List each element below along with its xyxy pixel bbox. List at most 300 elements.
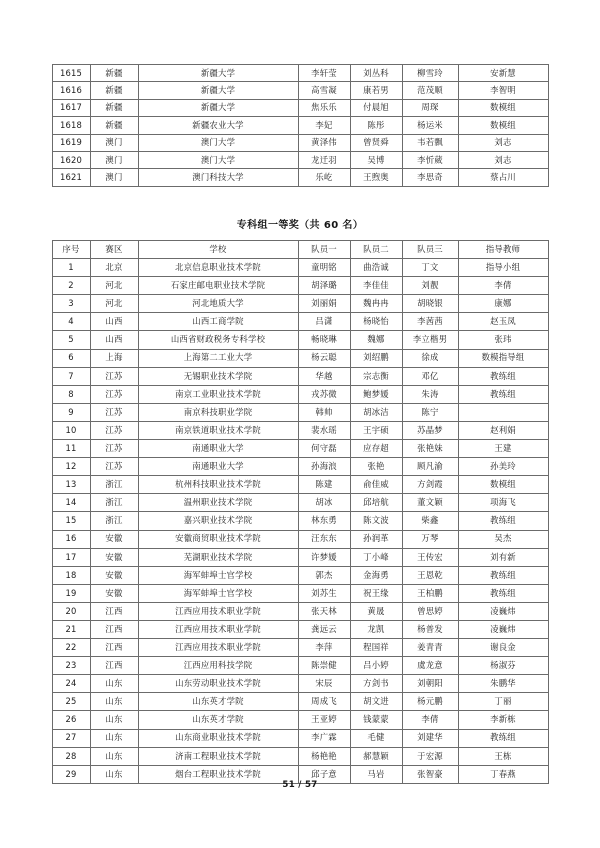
award-table <box>52 240 549 784</box>
cell-zone: 澳门 <box>90 134 138 151</box>
cell-school: 上海第二工业大学 <box>138 349 298 367</box>
header-member-1: 队员一 <box>298 241 350 259</box>
cell-member-1: 胡冰 <box>298 494 350 512</box>
cell-member-1: 陈崇健 <box>298 657 350 675</box>
cell-seq: 9 <box>52 403 90 421</box>
cell-school: 海军蚌埠士官学校 <box>138 584 298 602</box>
cell-coach: 凌巍炜 <box>458 602 548 620</box>
cell-school: 海军蚌埠士官学校 <box>138 566 298 584</box>
cell-seq: 17 <box>52 548 90 566</box>
cell-seq: 18 <box>52 566 90 584</box>
cell-member-1: 陈建 <box>298 476 350 494</box>
cell-member-2: 郝慧颖 <box>350 747 402 765</box>
table-row <box>52 421 548 439</box>
cell-member-2: 邱培航 <box>350 494 402 512</box>
cell-seq: 14 <box>52 494 90 512</box>
cell-school: 山西工商学院 <box>138 313 298 331</box>
cell-seq: 22 <box>52 639 90 657</box>
cell-coach: 刘志 <box>458 151 548 168</box>
cell-seq: 25 <box>52 693 90 711</box>
cell-seq: 16 <box>52 530 90 548</box>
cell-member-3: 李茜茜 <box>402 313 458 331</box>
award-table-body <box>52 259 548 784</box>
cell-seq: 28 <box>52 747 90 765</box>
cell-member-1: 黄泽伟 <box>298 134 350 151</box>
table-row <box>52 385 548 403</box>
cell-seq: 27 <box>52 729 90 747</box>
table-row <box>52 349 548 367</box>
cell-seq: 23 <box>52 657 90 675</box>
cell-member-2: 胡文进 <box>350 693 402 711</box>
cell-seq: 5 <box>52 331 90 349</box>
cell-zone: 山东 <box>90 765 138 783</box>
cell-seq: 7 <box>52 367 90 385</box>
cell-member-1: 孙海浪 <box>298 458 350 476</box>
cell-zone: 山东 <box>90 711 138 729</box>
cell-school: 江西应用技术职业学院 <box>138 639 298 657</box>
table-row <box>52 313 548 331</box>
cell-member-2: 刘绍鹏 <box>350 349 402 367</box>
table-row <box>52 711 548 729</box>
cell-coach: 朱鹏华 <box>458 675 548 693</box>
cell-member-3: 杨元鹏 <box>402 693 458 711</box>
table-row <box>52 367 548 385</box>
table-row <box>52 169 548 186</box>
cell-member-1: 裴水瑶 <box>298 421 350 439</box>
cell-school: 济南工程职业技术学院 <box>138 747 298 765</box>
cell-zone: 河北 <box>90 295 138 313</box>
cell-zone: 浙江 <box>90 512 138 530</box>
cell-member-3: 于宏源 <box>402 747 458 765</box>
cell-coach: 丁春燕 <box>458 765 548 783</box>
cell-member-3: 苏晶梦 <box>402 421 458 439</box>
cell-member-2: 魏娜 <box>350 331 402 349</box>
cell-member-1: 刘丽娟 <box>298 295 350 313</box>
cell-member-2: 杨晓怡 <box>350 313 402 331</box>
table-row <box>52 476 548 494</box>
cell-member-1: 周成飞 <box>298 693 350 711</box>
table-row <box>52 99 548 116</box>
cell-seq: 4 <box>52 313 90 331</box>
cell-member-3: 柴鑫 <box>402 512 458 530</box>
cell-school: 南通职业大学 <box>138 440 298 458</box>
cell-zone: 江西 <box>90 620 138 638</box>
cell-seq: 1621 <box>52 169 90 186</box>
table-row <box>52 530 548 548</box>
cell-seq: 1620 <box>52 151 90 168</box>
header-school: 学校 <box>138 241 298 259</box>
cell-member-1: 乐屹 <box>298 169 350 186</box>
table-row <box>52 277 548 295</box>
cell-member-1: 吕潇 <box>298 313 350 331</box>
cell-coach: 教练组 <box>458 584 548 602</box>
cell-seq: 24 <box>52 675 90 693</box>
cell-coach: 数模组 <box>458 99 548 116</box>
cell-school: 南通职业大学 <box>138 458 298 476</box>
cell-member-3: 刘建华 <box>402 729 458 747</box>
cell-school: 杭州科技职业技术学院 <box>138 476 298 494</box>
header-seq: 序号 <box>52 241 90 259</box>
cell-seq: 8 <box>52 385 90 403</box>
cell-zone: 江西 <box>90 657 138 675</box>
cell-school: 江西应用技术职业学院 <box>138 620 298 638</box>
cell-zone: 澳门 <box>90 169 138 186</box>
cell-member-3: 李立楷男 <box>402 331 458 349</box>
cell-coach: 刘有新 <box>458 548 548 566</box>
cell-member-2: 孙润革 <box>350 530 402 548</box>
cell-member-3: 万琴 <box>402 530 458 548</box>
cell-member-1: 畅晓琳 <box>298 331 350 349</box>
header-member-2: 队员二 <box>350 241 402 259</box>
cell-seq: 1617 <box>52 99 90 116</box>
cell-member-1: 杨艳艳 <box>298 747 350 765</box>
cell-coach: 吴杰 <box>458 530 548 548</box>
cell-coach: 李倩 <box>458 277 548 295</box>
cell-coach: 数模组 <box>458 476 548 494</box>
cell-member-3: 李倩 <box>402 711 458 729</box>
cell-member-3: 李思奇 <box>402 169 458 186</box>
cell-member-2: 吴博 <box>350 151 402 168</box>
cell-coach: 项海飞 <box>458 494 548 512</box>
cell-school: 河北地质大学 <box>138 295 298 313</box>
cell-zone: 江苏 <box>90 367 138 385</box>
cell-member-3: 韦若飘 <box>402 134 458 151</box>
cell-member-2: 龙凯 <box>350 620 402 638</box>
cell-member-2: 吕小婷 <box>350 657 402 675</box>
cell-school: 南京铁道职业技术学院 <box>138 421 298 439</box>
cell-school: 南京工业职业技术学院 <box>138 385 298 403</box>
cell-school: 烟台工程职业技术学院 <box>138 765 298 783</box>
cell-seq: 20 <box>52 602 90 620</box>
table-row <box>52 134 548 151</box>
cell-member-3: 陈宁 <box>402 403 458 421</box>
continued-table-body <box>52 65 548 187</box>
cell-member-3: 朱涛 <box>402 385 458 403</box>
cell-seq: 10 <box>52 421 90 439</box>
cell-member-3: 董文颖 <box>402 494 458 512</box>
table-row <box>52 657 548 675</box>
cell-member-1: 林东勇 <box>298 512 350 530</box>
cell-member-3: 徐成 <box>402 349 458 367</box>
cell-member-2: 魏冉冉 <box>350 295 402 313</box>
table-row <box>52 566 548 584</box>
cell-coach: 谢良金 <box>458 639 548 657</box>
cell-coach: 凌巍炜 <box>458 620 548 638</box>
cell-member-3: 王传宏 <box>402 548 458 566</box>
cell-member-1: 郭杰 <box>298 566 350 584</box>
cell-member-2: 胡冰洁 <box>350 403 402 421</box>
cell-seq: 19 <box>52 584 90 602</box>
cell-zone: 山东 <box>90 675 138 693</box>
cell-coach: 康娜 <box>458 295 548 313</box>
cell-school: 江西应用科技学院 <box>138 657 298 675</box>
cell-seq: 1616 <box>52 82 90 99</box>
cell-member-2: 付晨旭 <box>350 99 402 116</box>
cell-zone: 安徽 <box>90 548 138 566</box>
cell-school: 澳门大学 <box>138 134 298 151</box>
cell-member-1: 龚远云 <box>298 620 350 638</box>
cell-zone: 上海 <box>90 349 138 367</box>
cell-seq: 11 <box>52 440 90 458</box>
cell-coach: 王栋 <box>458 747 548 765</box>
cell-zone: 江西 <box>90 602 138 620</box>
cell-member-2: 毛健 <box>350 729 402 747</box>
cell-zone: 北京 <box>90 259 138 277</box>
award-table-head <box>52 241 548 259</box>
cell-member-1: 何守磊 <box>298 440 350 458</box>
cell-member-2: 俞佳威 <box>350 476 402 494</box>
cell-school: 山西省财政税务专科学校 <box>138 331 298 349</box>
table-row <box>52 512 548 530</box>
cell-coach: 王建 <box>458 440 548 458</box>
table-row <box>52 331 548 349</box>
cell-school: 嘉兴职业技术学院 <box>138 512 298 530</box>
header-zone: 赛区 <box>90 241 138 259</box>
cell-member-3: 张智豪 <box>402 765 458 783</box>
cell-zone: 山东 <box>90 729 138 747</box>
cell-member-2: 黄晟 <box>350 602 402 620</box>
cell-member-2: 李佳佳 <box>350 277 402 295</box>
cell-zone: 安徽 <box>90 530 138 548</box>
cell-coach: 张玮 <box>458 331 548 349</box>
table-row <box>52 693 548 711</box>
cell-member-2: 钱蒙蒙 <box>350 711 402 729</box>
cell-zone: 安徽 <box>90 566 138 584</box>
cell-zone: 江苏 <box>90 421 138 439</box>
section-title: 专科组一等奖（共 60 名） <box>236 220 364 231</box>
cell-member-3: 李忻葳 <box>402 151 458 168</box>
cell-school: 山东商业职业技术学院 <box>138 729 298 747</box>
cell-member-1: 戎苏微 <box>298 385 350 403</box>
cell-school: 澳门大学 <box>138 151 298 168</box>
cell-member-1: 王亚婷 <box>298 711 350 729</box>
cell-member-1: 李广霖 <box>298 729 350 747</box>
cell-coach: 赵利娟 <box>458 421 548 439</box>
cell-seq: 1615 <box>52 65 90 82</box>
cell-seq: 2 <box>52 277 90 295</box>
cell-seq: 1 <box>52 259 90 277</box>
cell-member-1: 李轩莹 <box>298 65 350 82</box>
cell-coach: 教练组 <box>458 566 548 584</box>
cell-seq: 3 <box>52 295 90 313</box>
cell-member-1: 杨云聪 <box>298 349 350 367</box>
cell-member-1: 张天林 <box>298 602 350 620</box>
cell-coach: 数模指导组 <box>458 349 548 367</box>
table-row <box>52 548 548 566</box>
cell-member-3: 张艳妹 <box>402 440 458 458</box>
cell-member-3: 杨普发 <box>402 620 458 638</box>
cell-zone: 浙江 <box>90 476 138 494</box>
cell-seq: 15 <box>52 512 90 530</box>
cell-coach: 指导小组 <box>458 259 548 277</box>
cell-coach <box>458 403 548 421</box>
cell-member-2: 陈文波 <box>350 512 402 530</box>
continued-award-table <box>52 64 549 187</box>
page-number: 51 / 57 <box>282 780 318 790</box>
cell-member-2: 曲浩诚 <box>350 259 402 277</box>
cell-coach: 丁丽 <box>458 693 548 711</box>
table-row <box>52 602 548 620</box>
cell-seq: 1619 <box>52 134 90 151</box>
cell-member-2: 金海勇 <box>350 566 402 584</box>
cell-zone: 江西 <box>90 639 138 657</box>
cell-zone: 安徽 <box>90 584 138 602</box>
cell-member-2: 张艳 <box>350 458 402 476</box>
cell-member-2: 方剑书 <box>350 675 402 693</box>
table-header-row <box>52 241 548 259</box>
cell-member-3: 曾思婷 <box>402 602 458 620</box>
cell-coach: 刘志 <box>458 134 548 151</box>
cell-member-3: 方剑霞 <box>402 476 458 494</box>
cell-member-2: 祝王缘 <box>350 584 402 602</box>
table-row <box>52 729 548 747</box>
cell-member-3: 顾凡渝 <box>402 458 458 476</box>
table-row <box>52 117 548 134</box>
cell-member-1: 高雪凝 <box>298 82 350 99</box>
cell-zone: 江苏 <box>90 458 138 476</box>
cell-coach: 蔡占川 <box>458 169 548 186</box>
cell-member-1: 邱子意 <box>298 765 350 783</box>
header-member-3: 队员三 <box>402 241 458 259</box>
cell-member-2: 王宇硕 <box>350 421 402 439</box>
cell-zone: 河北 <box>90 277 138 295</box>
table-row <box>52 259 548 277</box>
cell-coach: 李智明 <box>458 82 548 99</box>
cell-school: 山东英才学院 <box>138 693 298 711</box>
cell-coach: 杨淑芬 <box>458 657 548 675</box>
cell-school: 江西应用技术职业学院 <box>138 602 298 620</box>
cell-member-1: 刘苏生 <box>298 584 350 602</box>
cell-coach: 教练组 <box>458 729 548 747</box>
cell-seq: 21 <box>52 620 90 638</box>
cell-zone: 山东 <box>90 693 138 711</box>
table-row <box>52 747 548 765</box>
cell-member-1: 龙迁羽 <box>298 151 350 168</box>
cell-member-1: 李萍 <box>298 639 350 657</box>
cell-school: 温州职业技术学院 <box>138 494 298 512</box>
cell-coach: 教练组 <box>458 512 548 530</box>
cell-school: 澳门科技大学 <box>138 169 298 186</box>
cell-member-3: 刘靓 <box>402 277 458 295</box>
table-row <box>52 440 548 458</box>
table-row <box>52 584 548 602</box>
cell-school: 芜湖职业技术学院 <box>138 548 298 566</box>
cell-seq: 26 <box>52 711 90 729</box>
cell-member-2: 程国祥 <box>350 639 402 657</box>
cell-member-1: 华越 <box>298 367 350 385</box>
cell-seq: 6 <box>52 349 90 367</box>
cell-zone: 江苏 <box>90 403 138 421</box>
cell-zone: 山西 <box>90 313 138 331</box>
cell-member-3: 刘朝阳 <box>402 675 458 693</box>
cell-seq: 1618 <box>52 117 90 134</box>
table-row <box>52 639 548 657</box>
table-row <box>52 620 548 638</box>
cell-school: 山东英才学院 <box>138 711 298 729</box>
cell-member-2: 马岩 <box>350 765 402 783</box>
cell-member-1: 许梦媛 <box>298 548 350 566</box>
cell-coach: 教练组 <box>458 367 548 385</box>
table-row <box>52 82 548 99</box>
table-row <box>52 65 548 82</box>
table-row <box>52 458 548 476</box>
cell-school: 新疆大学 <box>138 65 298 82</box>
cell-member-3: 周琛 <box>402 99 458 116</box>
cell-member-3: 邓亿 <box>402 367 458 385</box>
cell-seq: 13 <box>52 476 90 494</box>
cell-coach: 教练组 <box>458 385 548 403</box>
cell-school: 石家庄邮电职业技术学院 <box>138 277 298 295</box>
cell-member-3: 范茂顺 <box>402 82 458 99</box>
cell-member-1: 胡泽璐 <box>298 277 350 295</box>
table-row <box>52 403 548 421</box>
cell-member-2: 丁小峰 <box>350 548 402 566</box>
cell-school: 南京科技职业学院 <box>138 403 298 421</box>
cell-member-2: 刘丛科 <box>350 65 402 82</box>
cell-school: 新疆大学 <box>138 99 298 116</box>
cell-seq: 29 <box>52 765 90 783</box>
cell-member-3: 丁文 <box>402 259 458 277</box>
cell-zone: 新疆 <box>90 82 138 99</box>
cell-member-1: 焦乐乐 <box>298 99 350 116</box>
cell-school: 安徽商贸职业技术学院 <box>138 530 298 548</box>
cell-member-3: 王恩乾 <box>402 566 458 584</box>
cell-coach: 数模组 <box>458 117 548 134</box>
cell-zone: 澳门 <box>90 151 138 168</box>
cell-member-3: 姜青青 <box>402 639 458 657</box>
cell-zone: 新疆 <box>90 117 138 134</box>
table-row <box>52 494 548 512</box>
cell-member-2: 宗志衡 <box>350 367 402 385</box>
cell-school: 新疆农业大学 <box>138 117 298 134</box>
cell-member-2: 应存超 <box>350 440 402 458</box>
cell-seq: 12 <box>52 458 90 476</box>
cell-zone: 江苏 <box>90 440 138 458</box>
cell-zone: 浙江 <box>90 494 138 512</box>
cell-member-3: 胡晓银 <box>402 295 458 313</box>
cell-zone: 山东 <box>90 747 138 765</box>
cell-member-1: 汪东东 <box>298 530 350 548</box>
cell-member-1: 李妃 <box>298 117 350 134</box>
cell-zone: 江苏 <box>90 385 138 403</box>
cell-member-2: 王煦奥 <box>350 169 402 186</box>
cell-school: 北京信息职业技术学院 <box>138 259 298 277</box>
cell-member-2: 康若男 <box>350 82 402 99</box>
cell-zone: 新疆 <box>90 65 138 82</box>
cell-member-3: 虞龙意 <box>402 657 458 675</box>
cell-member-2: 曾贤舜 <box>350 134 402 151</box>
cell-member-3: 柳雪玲 <box>402 65 458 82</box>
cell-member-3: 王柏鹏 <box>402 584 458 602</box>
award-table-wrapper <box>0 240 600 784</box>
cell-school: 新疆大学 <box>138 82 298 99</box>
cell-member-1: 韩帅 <box>298 403 350 421</box>
cell-member-1: 童明铭 <box>298 259 350 277</box>
table-row <box>52 151 548 168</box>
cell-coach: 李新栋 <box>458 711 548 729</box>
cell-coach: 赵玉凤 <box>458 313 548 331</box>
cell-member-2: 陈彤 <box>350 117 402 134</box>
table-row <box>52 675 548 693</box>
table-row <box>52 295 548 313</box>
cell-school: 无锡职业技术学院 <box>138 367 298 385</box>
cell-member-3: 杨运米 <box>402 117 458 134</box>
continued-award-table-wrapper <box>0 64 600 187</box>
cell-zone: 山西 <box>90 331 138 349</box>
header-coach: 指导教师 <box>458 241 548 259</box>
cell-school: 山东劳动职业技术学院 <box>138 675 298 693</box>
cell-coach: 安新慧 <box>458 65 548 82</box>
